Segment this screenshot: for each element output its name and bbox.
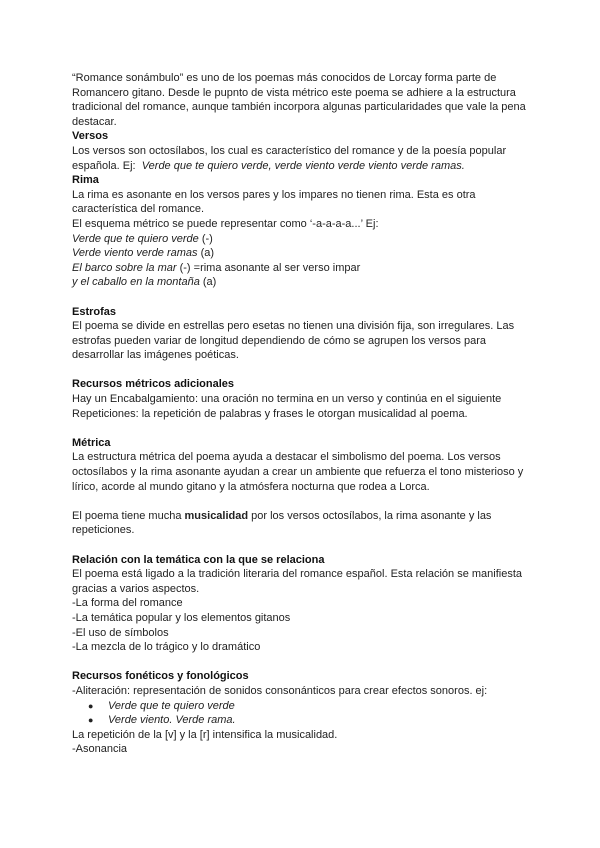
aliteracion-line: -Aliteración: representación de sonidos consonánticos para crear efectos sonoros. ej: xyxy=(72,684,488,697)
rima-line xyxy=(72,246,540,261)
rima-note: (-) =rima asonante al ser verso impar xyxy=(176,261,361,274)
versos-paragraph xyxy=(72,144,540,173)
relacion-item: -La forma del romance xyxy=(72,597,183,610)
rima-line xyxy=(72,261,540,276)
asonancia-line: -Asonancia xyxy=(72,743,128,756)
rima-verse: y el caballo en la montaña xyxy=(72,276,200,289)
rima-verse: Verde que te quiero verde xyxy=(72,232,199,245)
rima-verse: El barco sobre la mar xyxy=(72,261,177,274)
spacer xyxy=(72,363,540,378)
heading-relacion: Relación con la temática con la que se relaciona xyxy=(72,553,325,566)
intro-paragraph: “Romance sonámbulo” es uno de los poemas más conocidos de Lorcay forma parte de Romancero gitano. Desde le pupnto de vista métrico este poema se adhiere a la estructura tradicional del romance, aunque también incorpora algunas particularidades que vale la pena destacar. xyxy=(72,72,526,128)
relacion-item: -La mezcla de lo trágico y lo dramático xyxy=(72,641,261,654)
encabalgamiento-line xyxy=(72,392,540,407)
spacer xyxy=(72,655,540,670)
relacion-item: -La temática popular y los elementos gitanos xyxy=(72,611,291,624)
bullet-icon: ● xyxy=(88,700,94,711)
heading-metrica: Métrica xyxy=(72,436,111,449)
rima-paragraph-2: El esquema métrico se puede representar como ‘-a-a-a-a...’ Ej: xyxy=(72,217,379,230)
encabalgamiento-text: : una oración no termina en un verso y continúa en el siguiente xyxy=(194,393,502,406)
bullet-text: Verde viento. Verde rama. xyxy=(108,714,236,727)
spacer xyxy=(72,290,540,305)
list-item xyxy=(88,713,540,728)
rima-paragraph-1: La rima es asonante en los versos pares y los impares no tienen rima. Esta es otra característica del romance. xyxy=(72,188,476,216)
bullet-text: Verde que te quiero verde xyxy=(108,699,235,712)
rima-note: (a) xyxy=(199,276,217,289)
list-item xyxy=(88,699,540,714)
musicalidad-post: por los versos octosílabos, la rima asonante y las repeticiones. xyxy=(72,509,492,537)
rima-line xyxy=(72,275,540,290)
rima-note: (a) xyxy=(197,247,215,260)
metrica-paragraph: La estructura métrica del poema ayuda a destacar el simbolismo del poema. Los versos octosílabos y la rima asonante ayudan a crear un ambiente que refuerza el tono misterioso y lírico, acorde al mundo gitano y la atmósfera nocturna que rodea a Lorca. xyxy=(72,451,524,493)
relacion-item: -El uso de símbolos xyxy=(72,626,169,639)
bullet-icon: ● xyxy=(88,715,94,726)
musicalidad-pre: El poema tiene mucha xyxy=(72,509,185,522)
relacion-paragraph: El poema está ligado a la tradición literaria del romance español. Esta relación se manifiesta gracias a varios aspectos. xyxy=(72,568,523,595)
musicalidad-bold: musicalidad xyxy=(184,509,249,522)
estrofas-paragraph: El poema se divide en estrellas pero esetas no tienen una división fija, son irregulares. Las estrofas pueden variar de longitud dependiendo de cómo se agrupen los versos para desarrollar las imágenes poéticas. xyxy=(72,320,515,362)
versos-example: Verde que te quiero verde, verde viento verde viento verde ramas. xyxy=(141,159,465,172)
heading-foneticos: Recursos fonéticos y fonológicos xyxy=(72,670,249,683)
encabalgamiento-label: Encabalgamiento xyxy=(109,393,195,406)
heading-rima: Rima xyxy=(72,174,99,187)
spacer xyxy=(72,421,540,436)
encabalgamiento-pre: Hay un xyxy=(72,393,110,406)
spacer xyxy=(72,538,540,553)
heading-recursos-metricos: Recursos métricos adicionales xyxy=(72,378,235,391)
rima-verse: Verde viento verde ramas xyxy=(72,247,198,260)
repeticion-line: La repetición de la [v] y la [r] intensifica la musicalidad. xyxy=(72,728,338,741)
aliteracion-examples xyxy=(72,699,540,728)
heading-estrofas: Estrofas xyxy=(72,305,117,318)
rima-note: (-) xyxy=(198,232,213,245)
heading-versos: Versos xyxy=(72,130,109,143)
repeticiones-line: Repeticiones: la repetición de palabras y frases le otorgan musicalidad al poema. xyxy=(72,407,468,420)
spacer xyxy=(72,494,540,509)
musicalidad-paragraph xyxy=(72,509,540,538)
versos-text: Los versos son octosílabos, los cual es característico del romance y de la poesía popular española. Ej: xyxy=(72,144,507,172)
rima-line xyxy=(72,232,540,247)
